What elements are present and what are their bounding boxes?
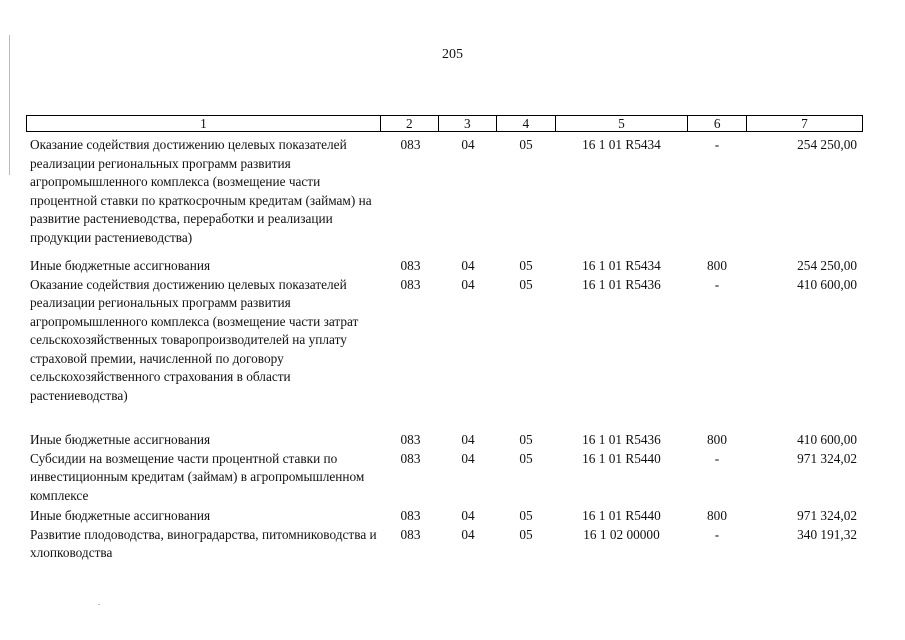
- row-col-6: -: [714, 450, 720, 466]
- row-col-7: 254 250,00: [797, 137, 857, 152]
- row-name: Иные бюджетные ассигнования: [30, 258, 211, 273]
- table-row: [26, 507, 863, 526]
- header-col-6: 6: [687, 116, 746, 131]
- row-col-2: 083: [400, 137, 421, 152]
- table-row: [26, 136, 863, 247]
- row-col-6: 800: [707, 432, 727, 447]
- row-col-2: 083: [400, 432, 421, 447]
- scan-speck: [98, 604, 100, 605]
- row-col-3: 04: [461, 526, 475, 542]
- row-col-6: -: [714, 276, 720, 292]
- row-col-3: 04: [461, 276, 475, 292]
- row-col-4: 05: [519, 450, 533, 466]
- row-col-4: 05: [519, 432, 533, 447]
- row-col-4: 05: [519, 508, 533, 523]
- row-col-5: 16 1 01 R5436: [582, 432, 661, 447]
- table-header: [26, 115, 863, 132]
- row-col-7: 340 191,32: [797, 526, 857, 542]
- row-col-7: 410 600,00: [797, 432, 857, 447]
- row-col-3: 04: [461, 508, 475, 523]
- row-col-7: 254 250,00: [797, 258, 857, 273]
- row-col-5: 16 1 01 R5436: [582, 276, 661, 292]
- page-number: 205: [442, 47, 463, 62]
- row-col-5: 16 1 01 R5434: [582, 137, 661, 152]
- table-row: [26, 450, 863, 506]
- row-col-3: 04: [461, 258, 475, 273]
- row-name: Оказание содействия достижению целевых показателей реализации региональных программ развития агропромышленного комплекса (возмещение части затрат сельскохозяйственных товаропроизводителей на уплату страховой премии, начисленной по договору сельскохозяйственного страхования в области растениеводства): [30, 276, 359, 403]
- row-col-2: 083: [400, 526, 421, 542]
- row-col-6: 800: [707, 258, 727, 273]
- table-row: [26, 431, 863, 450]
- row-col-3: 04: [461, 432, 475, 447]
- row-col-6: -: [714, 526, 720, 542]
- row-col-4: 05: [519, 276, 533, 292]
- row-col-4: 05: [519, 137, 533, 152]
- table-row: [26, 526, 863, 563]
- row-col-6: -: [714, 137, 720, 152]
- row-col-5: 16 1 02 00000: [583, 526, 660, 542]
- row-col-3: 04: [461, 450, 475, 466]
- row-col-5: 16 1 01 R5440: [582, 508, 661, 523]
- header-col-2: 2: [380, 116, 438, 131]
- row-col-4: 05: [519, 258, 533, 273]
- row-name: Оказание содействия достижению целевых показателей реализации региональных программ развития агропромышленного комплекса (возмещение части процентной ставки по краткосрочным кредитам (займам) на развитие растениеводства, переработки и реализации продукции растениеводства): [30, 137, 372, 245]
- row-col-2: 083: [400, 276, 421, 292]
- row-col-7: 410 600,00: [797, 276, 857, 292]
- budget-table: [26, 115, 863, 563]
- row-name: Субсидии на возмещение части процентной ставки по инвестиционным кредитам (займам) в агропромышленном комплексе: [30, 450, 365, 503]
- table-row: [26, 257, 863, 276]
- row-col-7: 971 324,02: [797, 450, 857, 466]
- row-col-2: 083: [400, 450, 421, 466]
- row-col-5: 16 1 01 R5440: [582, 450, 661, 466]
- row-col-4: 05: [519, 526, 533, 542]
- row-col-3: 04: [461, 137, 475, 152]
- table-row: [26, 276, 863, 406]
- header-col-7: 7: [746, 116, 862, 131]
- header-col-4: 4: [496, 116, 555, 131]
- row-name: Развитие плодоводства, виноградарства, питомниководства и хлопководства: [30, 526, 377, 560]
- header-col-1: 1: [200, 116, 207, 131]
- row-col-5: 16 1 01 R5434: [582, 258, 661, 273]
- row-name: Иные бюджетные ассигнования: [30, 432, 211, 447]
- row-col-6: 800: [707, 508, 727, 523]
- header-col-3: 3: [438, 116, 497, 131]
- row-col-2: 083: [400, 258, 421, 273]
- row-col-7: 971 324,02: [797, 508, 857, 523]
- row-col-2: 083: [400, 508, 421, 523]
- row-name: Иные бюджетные ассигнования: [30, 508, 211, 523]
- header-col-5: 5: [555, 116, 688, 131]
